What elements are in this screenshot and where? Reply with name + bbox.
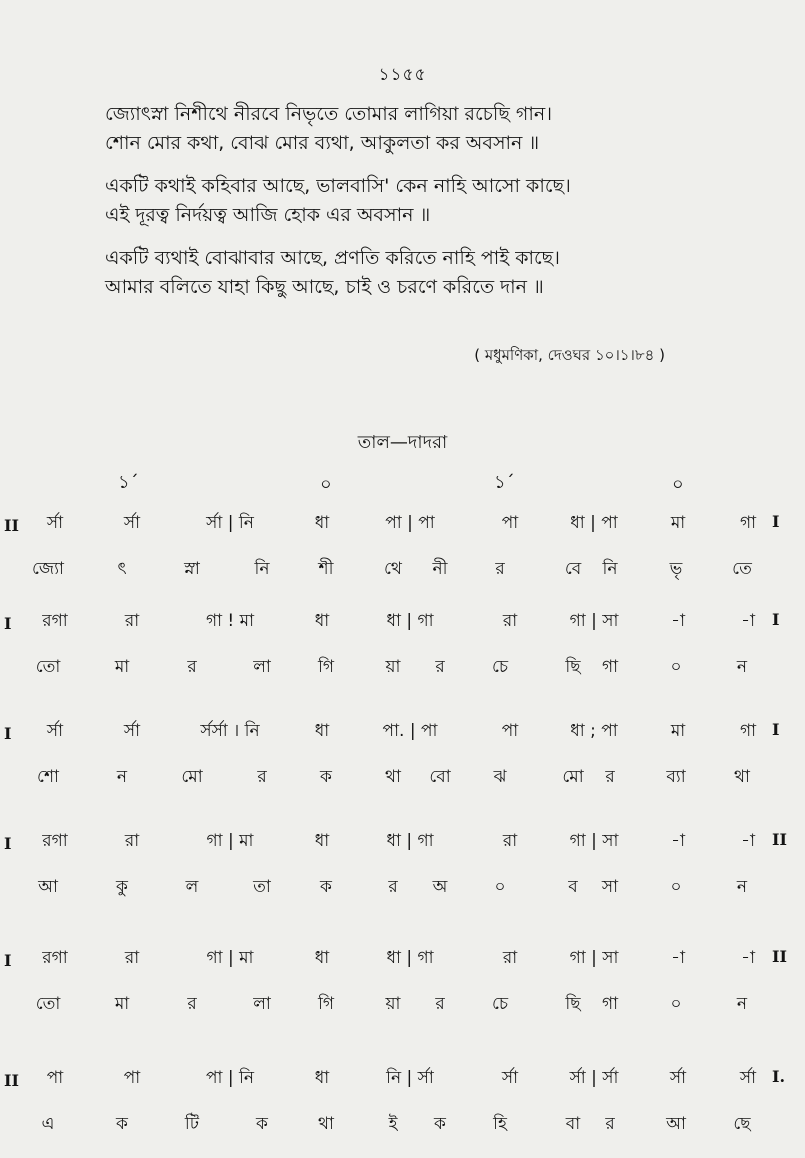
swara-cell: ধা | পা [570,513,618,533]
beat-mark-tali: ১´ [494,472,515,493]
swara-cell: র্সা [501,1068,519,1088]
beat-mark-khali: ০ [320,474,332,495]
lyric-syllable: বা [565,1114,581,1134]
poem-line: একটি ব্যথাই বোঝাবার আছে, প্রণতি করিতে নাহি পাই কাছে। [105,247,560,269]
lyric-syllable: ন [736,657,748,677]
swara-cell: র্সা [669,1068,687,1088]
lyric-syllable: ক [434,1114,446,1134]
swara-cell: রগা [42,831,68,851]
lyric-syllable: তো [35,657,61,677]
swara-cell: -া [671,831,685,851]
swara-cell: ধা [314,1068,330,1088]
swara-cell: রা [124,948,140,968]
lyric-syllable: ই [388,1114,398,1134]
swara-cell: রা [124,831,140,851]
bar-line-start: II [4,516,19,535]
swara-cell: ধা [314,721,330,741]
lyric-syllable: র [257,767,267,787]
lyric-syllable: ন [736,877,748,897]
tala-title: তাল—দাদরা [357,432,448,453]
lyric-syllable: তে [732,559,752,579]
lyric-syllable: টি [184,1114,200,1134]
bar-line-start: I [4,951,12,970]
lyric-syllable: র [187,657,197,677]
swara-cell: -া [741,948,755,968]
lyric-syllable: থা [318,1114,334,1134]
bar-line-start: I [4,724,12,743]
swara-cell: ধা [314,948,330,968]
lyric-syllable: র [435,994,445,1014]
swara-cell: ধা ; পা [570,721,618,741]
swara-cell: রগা [42,611,68,631]
lyric-syllable: কু [116,877,128,897]
swara-cell: র্সা [739,1068,757,1088]
bar-line-end: II [772,830,787,849]
swara-cell: ধা [314,831,330,851]
lyric-syllable: ০ [670,877,682,897]
lyric-syllable: র [605,767,615,787]
poem-line: একটি কথাই কহিবার আছে, ভালবাসি' কেন নাহি আসো কাছে। [105,175,571,197]
lyric-syllable: চে [491,994,509,1014]
lyric-syllable: ব [568,877,578,897]
lyric-syllable: অ [432,877,448,897]
lyric-syllable: এ [41,1114,55,1134]
lyric-syllable: নি [254,559,270,579]
swara-cell: ধা [314,513,330,533]
swara-cell: নি | র্সা [386,1068,434,1088]
bar-line-start: I [4,614,12,633]
swara-cell: ধা [314,611,330,631]
swara-cell: ধা | গা [386,948,434,968]
swara-cell: রগা [42,948,68,968]
lyric-syllable: মো [181,767,203,787]
swara-cell: র্সা | র্সা [569,1068,619,1088]
swara-cell: গা | মা [206,831,254,851]
swara-cell: গা | মা [206,948,254,968]
poem-line: আমার বলিতে যাহা কিছু আছে, চাই ও চরণে করিতে দান ॥ [105,276,544,298]
lyric-syllable: গি [317,994,335,1014]
lyric-syllable: ক [256,1114,268,1134]
stanza [105,100,705,158]
lyric-syllable: ০ [494,877,506,897]
poem-source: ( মধুমণিকা, দেওঘর ১০।১।৮৪ ) [474,346,665,364]
lyric-syllable: বো [429,767,451,787]
swara-cell: র্সর্সা । নি [200,721,260,741]
swara-cell: রা [502,948,518,968]
lyric-syllable: থা [385,767,401,787]
lyric-syllable: ক [320,877,332,897]
lyric-syllable: ভৃ [669,559,683,579]
lyric-syllable: তা [253,877,271,897]
lyric-syllable: ছি [565,657,581,677]
lyric-syllable: য়া [385,994,401,1014]
swara-cell: গা [739,513,757,533]
lyric-syllable: গা [601,657,619,677]
swara-cell: গা | সা [569,611,619,631]
lyric-syllable: গি [317,657,335,677]
lyric-syllable: ব্যা [666,767,686,787]
swara-cell: র্সা [123,721,141,741]
bar-line-end: II [772,947,787,966]
lyric-syllable: ল [185,877,199,897]
swara-cell: রা [502,831,518,851]
lyric-syllable: চে [491,657,509,677]
lyric-syllable: তো [35,994,61,1014]
poem-line: শোন মোর কথা, বোঝ মোর ব্যথা, আকুলতা কর অবসান ॥ [105,132,540,154]
lyric-syllable: আ [38,877,58,897]
bar-line-end: I [772,512,780,531]
swara-cell: পা. | পা [382,721,438,741]
swara-cell: -া [741,611,755,631]
stanza [105,172,705,230]
bar-line-start: II [4,1071,19,1090]
bar-line-end: I [772,720,780,739]
swara-cell: গা [739,721,757,741]
lyric-syllable: জ্যো [32,559,64,579]
lyric-syllable: ক [116,1114,128,1134]
lyric-syllable: ০ [670,994,682,1014]
swara-cell: পা | নি [205,1068,255,1088]
swara-cell: রা [124,611,140,631]
lyric-syllable: বে [564,559,582,579]
beat-mark-khali: ০ [672,474,684,495]
lyric-syllable: লা [253,994,271,1014]
swara-cell: ধা | গা [386,611,434,631]
lyric-syllable: থা [734,767,750,787]
beat-mark-tali: ১´ [118,472,139,493]
poem-line: এই দূরত্ব নির্দয়ত্ব আজি হোক এর অবসান ॥ [105,204,431,226]
swara-cell: পা | পা [385,513,435,533]
swara-cell: পা [123,1068,141,1088]
swara-cell: মা [670,513,686,533]
lyric-syllable: ০ [670,657,682,677]
swara-cell: র্সা | নি [206,513,254,533]
swara-cell: গা | সা [569,948,619,968]
page-number: ১১৫৫ [378,65,427,85]
lyric-syllable: র [187,994,197,1014]
lyric-syllable: ন [116,767,128,787]
swara-cell: র্সা [123,513,141,533]
lyric-syllable: লা [253,657,271,677]
lyric-syllable: ছি [565,994,581,1014]
lyric-syllable: মা [114,994,130,1014]
lyric-syllable: শো [37,767,59,787]
bar-line-start: I [4,834,12,853]
lyric-syllable: য়া [385,657,401,677]
lyric-syllable: র [605,1114,615,1134]
lyric-syllable: র [495,559,505,579]
lyric-syllable: মা [114,657,130,677]
swara-cell: গা ! মা [205,611,255,631]
swara-cell: পা [501,721,519,741]
lyric-syllable: হি [493,1114,507,1134]
swara-cell: -া [741,831,755,851]
lyric-syllable: সা [601,877,619,897]
lyric-syllable: গা [601,994,619,1014]
swara-cell: র্সা [46,721,64,741]
lyric-syllable: র [435,657,445,677]
swara-cell: মা [670,721,686,741]
poem-line: জ্যোৎস্না নিশীথে নীরবে নিভৃতে তোমার লাগিয়া রচেছি গান। [105,103,552,125]
swara-cell: ধা | গা [386,831,434,851]
lyric-syllable: শী [318,559,334,579]
lyric-syllable: নী [432,559,448,579]
swara-cell: পা [46,1068,64,1088]
lyric-syllable: স্না [184,559,200,579]
swara-cell: -া [671,611,685,631]
bar-line-end: I [772,610,780,629]
lyric-syllable: ৎ [117,559,127,579]
lyric-syllable: ছে [733,1114,751,1134]
lyric-syllable: ন [736,994,748,1014]
stanza [105,244,705,302]
bar-line-end: I. [772,1067,786,1086]
lyric-syllable: নি [602,559,618,579]
lyric-syllable: মো [562,767,584,787]
lyric-syllable: ঝ [493,767,507,787]
lyric-syllable: থে [384,559,402,579]
swara-cell: র্সা [46,513,64,533]
swara-cell: -া [671,948,685,968]
poem [105,100,705,316]
lyric-syllable: আ [666,1114,686,1134]
swara-cell: পা [501,513,519,533]
lyric-syllable: র [388,877,398,897]
lyric-syllable: ক [320,767,332,787]
swara-cell: রা [502,611,518,631]
swara-cell: গা | সা [569,831,619,851]
